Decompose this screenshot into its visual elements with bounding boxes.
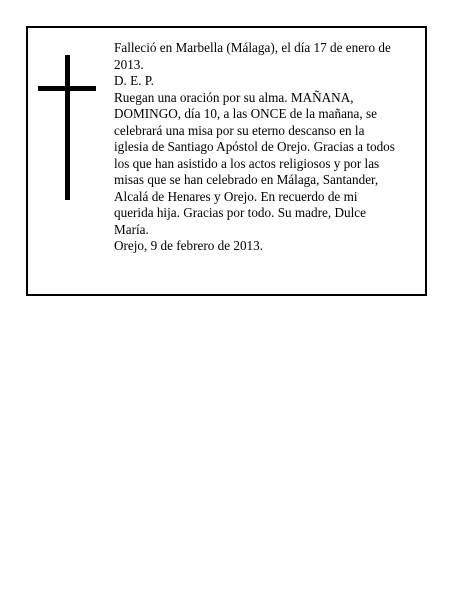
death-line: Falleció en Marbella (Málaga), el día 17 de enero de 2013.	[114, 40, 391, 72]
notice-body: Ruegan una oración por su alma. MAÑANA, DOMINGO, día 10, a las ONCE de la mañana, se celebrará una misa por su eterno descanso en la iglesia de Santiago Apóstol de Orejo. Gracias a todos los que han asistido a los actos religiosos y por las misas que se han celebrado en Málaga, Santander, Alcalá de Henares y Orejo. En recuerdo de mi querida hija. Gracias por todo. Su madre, Dulce María.	[114, 89, 395, 237]
cross-horizontal-bar	[38, 86, 96, 91]
cross-vertical-bar	[65, 55, 70, 200]
obituary-notice	[26, 26, 427, 296]
notice-text	[114, 40, 396, 255]
rip-line: D. E. P.	[114, 73, 154, 88]
place-date-line: Orejo, 9 de febrero de 2013.	[114, 238, 264, 253]
cross-icon	[38, 55, 96, 200]
